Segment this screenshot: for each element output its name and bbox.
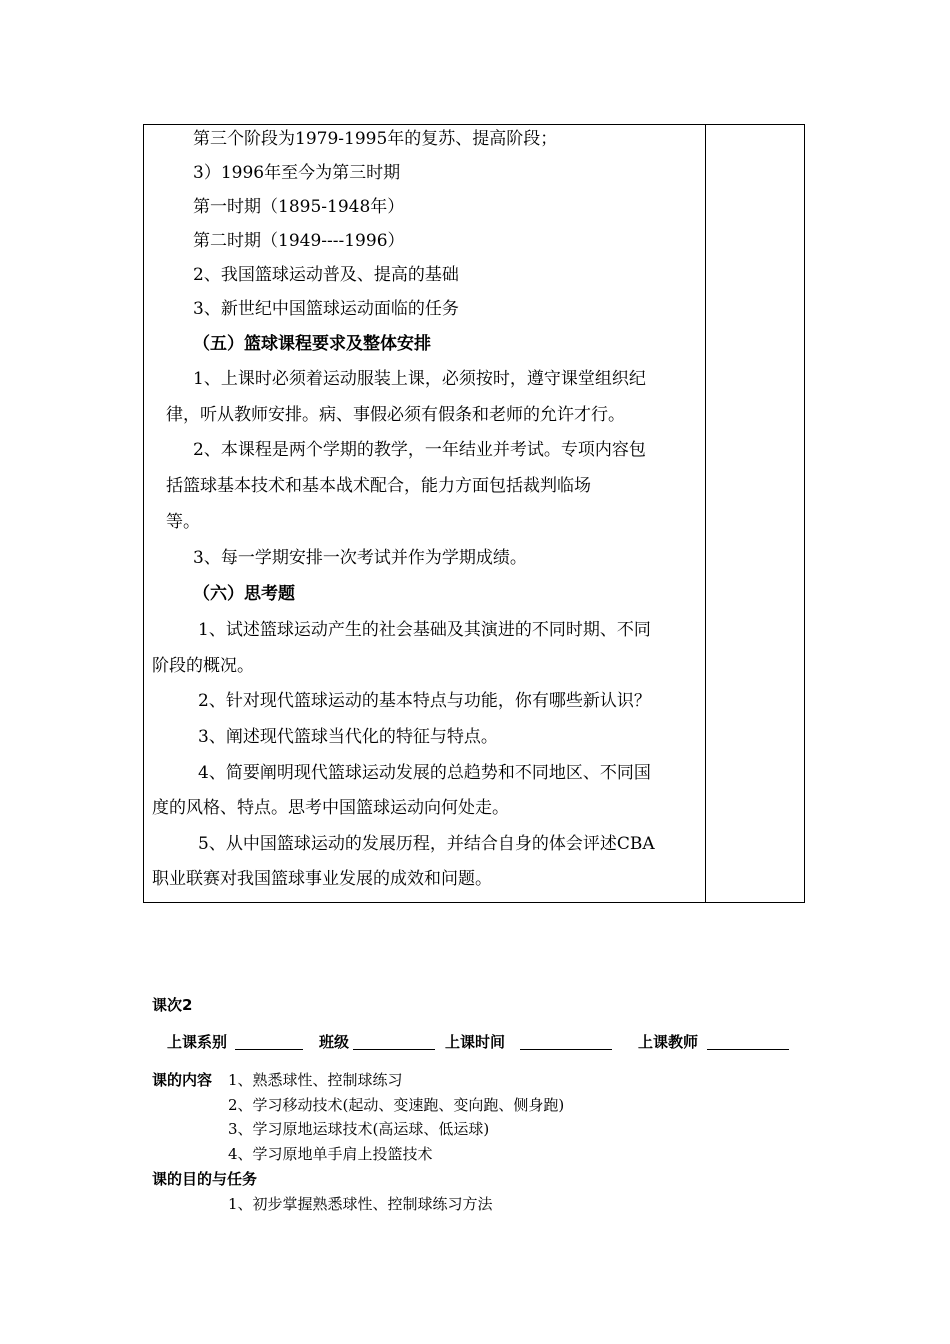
- table-line: 第三个阶段为1979-1995年的复苏、提高阶段；: [193, 129, 558, 149]
- table-line: 3、每一学期安排一次考试并作为学期成绩。: [193, 548, 527, 568]
- table-line: 2、针对现代篮球运动的基本特点与功能，你有哪些新认识？: [198, 691, 651, 711]
- content-item: 1、熟悉球性、控制球练习: [228, 1071, 403, 1089]
- table-line: 律，听从教师安排。病、事假必须有假条和老师的允许才行。: [166, 405, 625, 425]
- table-line: 2、本课程是两个学期的教学，一年结业并考试。专项内容包: [193, 440, 646, 460]
- class-label: 班级: [319, 1033, 350, 1051]
- table-line: 3、新世纪中国篮球运动面临的任务: [193, 299, 459, 319]
- goal-label: 课的目的与任务: [152, 1170, 258, 1188]
- content-label: 课的内容: [152, 1071, 213, 1089]
- table-line: 等。: [166, 512, 200, 532]
- dept-field[interactable]: [235, 1035, 303, 1050]
- table-line: 3、阐述现代篮球当代化的特征与特点。: [198, 727, 498, 747]
- table-line: 2、我国篮球运动普及、提高的基础: [193, 265, 459, 285]
- table-line: 职业联赛对我国篮球事业发展的成效和问题。: [152, 869, 492, 889]
- table-line: 3）1996年至今为第三时期: [193, 163, 401, 183]
- teacher-label: 上课教师: [638, 1033, 699, 1051]
- table-line: 1、试述篮球运动产生的社会基础及其演进的不同时期、不同: [198, 620, 651, 640]
- table-line: 1、上课时必须着运动服装上课，必须按时，遵守课堂组织纪: [193, 369, 646, 389]
- table-column-divider: [705, 124, 706, 903]
- table-line: 括篮球基本技术和基本战术配合，能力方面包括裁判临场: [166, 476, 591, 496]
- goal-item: 1、初步掌握熟悉球性、控制球练习方法: [228, 1195, 493, 1213]
- section-heading: （六）思考题: [193, 584, 295, 604]
- dept-label: 上课系别: [167, 1033, 228, 1051]
- content-item: 4、学习原地单手肩上投篮技术: [228, 1145, 433, 1163]
- table-line: 度的风格、特点。思考中国篮球运动向何处走。: [152, 798, 509, 818]
- table-line: 4、简要阐明现代篮球运动发展的总趋势和不同地区、不同国: [198, 763, 651, 783]
- time-field[interactable]: [520, 1035, 612, 1050]
- lesson-title: 课次2: [152, 996, 193, 1014]
- lesson-info-row: [167, 1033, 807, 1053]
- content-item: 3、学习原地运球技术(高运球、低运球): [228, 1120, 490, 1138]
- class-field[interactable]: [353, 1035, 435, 1050]
- table-line: 5、从中国篮球运动的发展历程，并结合自身的体会评述CBA: [198, 834, 655, 854]
- table-line: 阶段的概况。: [152, 656, 254, 676]
- table-line: 第一时期（1895-1948年）: [193, 197, 405, 217]
- content-item: 2、学习移动技术(起动、变速跑、变向跑、侧身跑): [228, 1096, 565, 1114]
- time-label: 上课时间: [445, 1033, 506, 1051]
- table-line: 第二时期（1949----1996）: [193, 231, 405, 251]
- section-heading: （五）篮球课程要求及整体安排: [193, 334, 431, 354]
- teacher-field[interactable]: [707, 1035, 789, 1050]
